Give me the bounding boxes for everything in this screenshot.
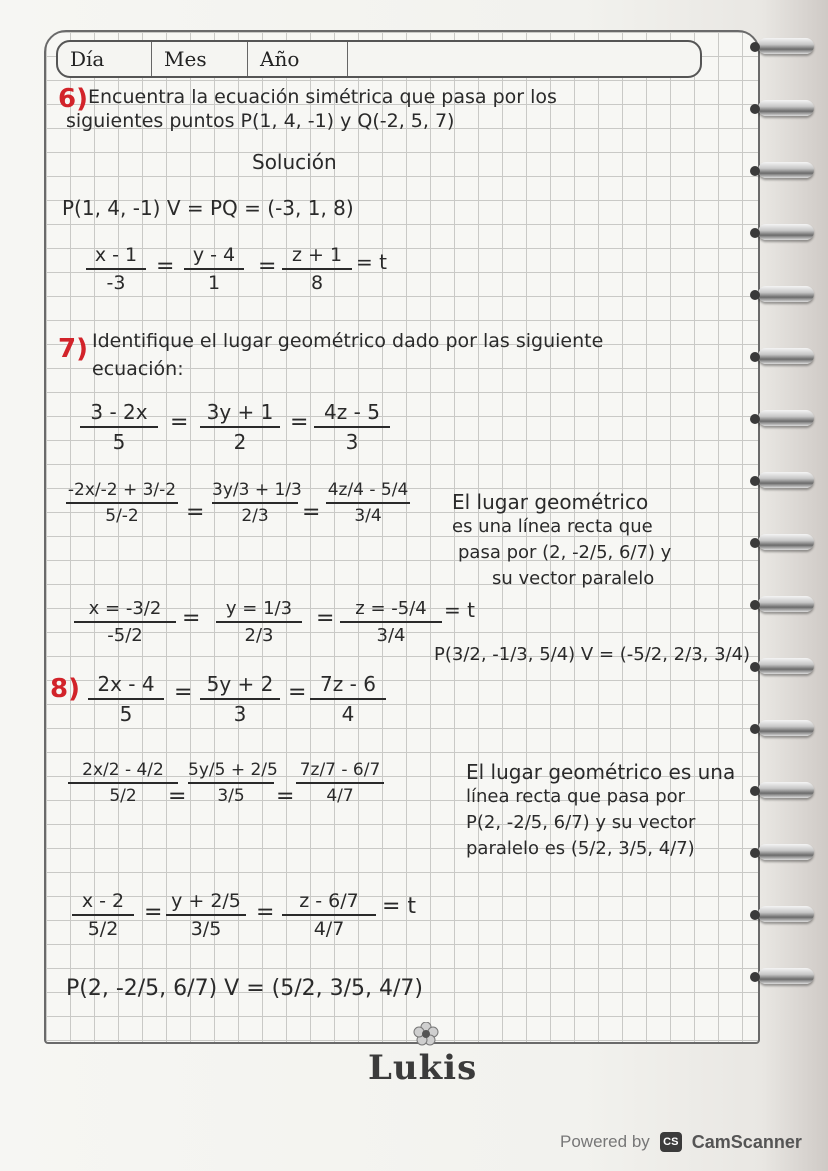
- fraction-denominator: 4: [341, 702, 355, 726]
- problem-7-note-line3: pasa por (2, -2/5, 6/7) y: [458, 542, 672, 563]
- spiral-ring: [758, 968, 814, 984]
- spiral-ring: [758, 596, 814, 612]
- problem-7-statement-line1: Identifique el lugar geométrico dado por las siguiente: [92, 330, 604, 352]
- fraction-bar: [282, 268, 352, 270]
- fraction: [88, 672, 164, 726]
- fraction-numerator: 5y/5 + 2/5: [188, 760, 278, 780]
- fraction-denominator: 3/4: [376, 625, 406, 646]
- problem-6-number: 6): [58, 84, 88, 114]
- fraction-numerator: y = 1/3: [225, 598, 293, 619]
- fraction-bar: [296, 782, 384, 784]
- fraction-numerator: 4z/4 - 5/4: [327, 480, 409, 500]
- camscanner-brand: CamScanner: [691, 1131, 802, 1152]
- fraction-numerator: 4z - 5: [324, 400, 380, 424]
- powered-by-label: Powered by: [560, 1132, 650, 1151]
- equals-t: = t: [356, 250, 387, 274]
- problem-8-note-line1: El lugar geométrico es una: [466, 760, 736, 784]
- equals-sign: =: [316, 606, 335, 631]
- spiral-ring: [758, 472, 814, 488]
- fraction-numerator: y + 2/5: [171, 890, 241, 912]
- spiral-ring: [758, 224, 814, 240]
- spiral-ring: [758, 348, 814, 364]
- fraction-denominator: 2/3: [244, 625, 274, 646]
- fraction-bar: [310, 698, 386, 700]
- equals-sign: =: [186, 500, 205, 525]
- fraction-numerator: 2x - 4: [97, 672, 155, 696]
- problem-6-solution-heading: Solución: [252, 150, 337, 174]
- date-year-label: Año: [248, 42, 348, 76]
- fraction: [166, 890, 246, 940]
- fraction-denominator: 3/5: [217, 786, 245, 806]
- problem-6-statement-line1: Encuentra la ecuación simétrica que pasa por los: [88, 86, 557, 108]
- problem-7-note-line1: El lugar geométrico: [452, 490, 649, 514]
- fraction-denominator: 8: [310, 272, 324, 294]
- fraction: [188, 760, 278, 806]
- fraction-bar: [282, 914, 376, 916]
- fraction-denominator: 5: [112, 430, 126, 454]
- problem-7-note-line4: su vector paralelo: [492, 568, 655, 589]
- fraction-numerator: x = -3/2: [88, 598, 162, 619]
- fraction-bar: [314, 426, 390, 428]
- fraction-denominator: -3: [106, 272, 126, 294]
- fraction: [310, 672, 386, 726]
- fraction-numerator: x - 2: [81, 890, 125, 912]
- fraction: [184, 244, 244, 294]
- fraction: [340, 598, 442, 646]
- fraction-denominator: -5/2: [107, 625, 143, 646]
- fraction-numerator: z + 1: [291, 244, 343, 266]
- spiral-ring: [758, 38, 814, 54]
- fraction: [282, 244, 352, 294]
- fraction-numerator: 3y + 1: [206, 400, 274, 424]
- fraction-numerator: 7z - 6: [320, 672, 376, 696]
- fraction: [212, 480, 302, 526]
- fraction-bar: [72, 914, 134, 916]
- equals-sign: =: [276, 784, 295, 809]
- fraction-denominator: 3: [345, 430, 359, 454]
- equals-t: = t: [444, 598, 475, 622]
- fraction-denominator: 2/3: [241, 506, 269, 526]
- equals-sign: =: [302, 500, 321, 525]
- equals-sign: =: [288, 680, 307, 705]
- problem-6-statement-line2: siguientes puntos P(1, 4, -1) y Q(-2, 5, 7): [66, 110, 455, 132]
- fraction: [86, 244, 146, 294]
- fraction-numerator: z - 6/7: [299, 890, 359, 912]
- fraction-bar: [86, 268, 146, 270]
- fraction: [80, 400, 158, 454]
- problem-8-note-line4: paralelo es (5/2, 3/5, 4/7): [466, 838, 695, 859]
- equals-t: = t: [382, 894, 417, 919]
- problem-7-statement-line2: ecuación:: [92, 358, 184, 380]
- problem-8-note-line2: línea recta que pasa por: [466, 786, 686, 807]
- spiral-ring: [758, 906, 814, 922]
- fraction-numerator: z = -5/4: [355, 598, 427, 619]
- spiral-ring: [758, 100, 814, 116]
- fraction: [72, 890, 134, 940]
- fraction-denominator: 3/5: [190, 918, 222, 940]
- fraction-denominator: 5/2: [87, 918, 119, 940]
- fraction-bar: [88, 698, 164, 700]
- fraction: [74, 598, 176, 646]
- lukis-logo-text: Lukis: [368, 1048, 478, 1088]
- fraction-denominator: 4/7: [326, 786, 354, 806]
- equals-sign: =: [290, 410, 309, 435]
- fraction: [282, 890, 376, 940]
- fraction-bar: [326, 502, 410, 504]
- fraction-bar: [74, 621, 176, 623]
- equals-sign: =: [174, 680, 193, 705]
- fraction-denominator: 1: [207, 272, 221, 294]
- spiral-ring: [758, 162, 814, 178]
- problem-6-vector-line: P(1, 4, -1) V = PQ = (-3, 1, 8): [62, 196, 354, 220]
- fraction-bar: [340, 621, 442, 623]
- equals-sign: =: [156, 254, 175, 279]
- fraction-bar: [200, 698, 280, 700]
- fraction-denominator: 5: [119, 702, 133, 726]
- equals-sign: =: [182, 606, 201, 631]
- equals-sign: =: [144, 900, 163, 925]
- equals-sign: =: [258, 254, 277, 279]
- fraction-bar: [184, 268, 244, 270]
- fraction: [68, 760, 178, 806]
- fraction: [216, 598, 302, 646]
- fraction-denominator: 2: [233, 430, 247, 454]
- fraction-bar: [80, 426, 158, 428]
- fraction-numerator: 3y/3 + 1/3: [212, 480, 302, 500]
- fraction-bar: [166, 914, 246, 916]
- fraction-numerator: 3 - 2x: [90, 400, 148, 424]
- equals-sign: =: [256, 900, 275, 925]
- problem-8-number: 8): [50, 674, 80, 704]
- grid-sheet: [44, 30, 760, 1044]
- date-header: [56, 40, 702, 78]
- equals-sign: =: [168, 784, 187, 809]
- spiral-ring: [758, 286, 814, 302]
- problem-7-note-line2: es una línea recta que: [452, 516, 653, 537]
- fraction-numerator: 2x/2 - 4/2: [82, 760, 164, 780]
- spiral-ring: [758, 844, 814, 860]
- fraction-bar: [216, 621, 302, 623]
- fraction-numerator: -2x/-2 + 3/-2: [67, 480, 177, 500]
- problem-8-note-line3: P(2, -2/5, 6/7) y su vector: [466, 812, 696, 833]
- fraction-numerator: x - 1: [94, 244, 138, 266]
- fraction-denominator: 5/2: [109, 786, 137, 806]
- spiral-ring: [758, 534, 814, 550]
- camscanner-icon: CS: [660, 1132, 682, 1152]
- camscanner-watermark: [560, 1126, 802, 1158]
- fraction-bar: [212, 502, 298, 504]
- fraction-bar: [200, 426, 280, 428]
- fraction: [314, 400, 390, 454]
- fraction-denominator: 4/7: [313, 918, 345, 940]
- fraction-bar: [68, 782, 178, 784]
- fraction: [326, 480, 410, 526]
- fraction: [66, 480, 178, 526]
- fraction: [200, 400, 280, 454]
- fraction-denominator: 5/-2: [105, 506, 139, 526]
- fraction-numerator: y - 4: [192, 244, 236, 266]
- fraction: [200, 672, 280, 726]
- fraction-denominator: 3/4: [354, 506, 382, 526]
- spiral-ring: [758, 782, 814, 798]
- fraction-bar: [188, 782, 274, 784]
- fraction-bar: [66, 502, 178, 504]
- spiral-ring: [758, 658, 814, 674]
- problem-8-result: P(2, -2/5, 6/7) V = (5/2, 3/5, 4/7): [66, 976, 423, 1001]
- equals-sign: =: [170, 410, 189, 435]
- fraction-denominator: 3: [233, 702, 247, 726]
- spiral-ring: [758, 410, 814, 426]
- fraction: [296, 760, 384, 806]
- problem-7-result: P(3/2, -1/3, 5/4) V = (-5/2, 2/3, 3/4): [434, 644, 751, 665]
- spiral-ring: [758, 720, 814, 736]
- fraction-numerator: 5y + 2: [206, 672, 274, 696]
- problem-7-number: 7): [58, 334, 88, 364]
- date-day-label: Día: [58, 42, 152, 76]
- fraction-numerator: 7z/7 - 6/7: [299, 760, 381, 780]
- date-month-label: Mes: [152, 42, 248, 76]
